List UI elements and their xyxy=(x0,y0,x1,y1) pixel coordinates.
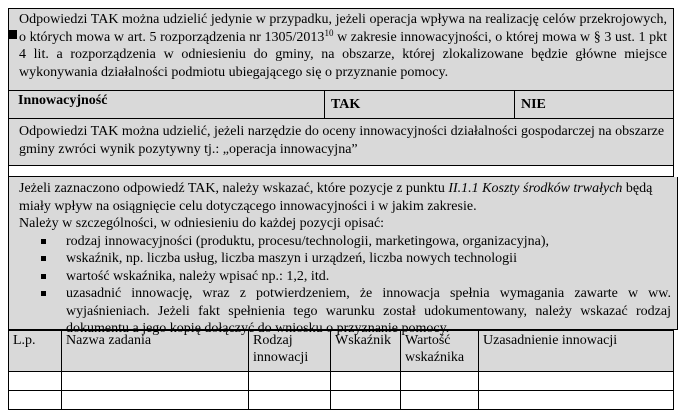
table-cell[interactable] xyxy=(9,372,62,391)
instructions-list xyxy=(19,233,673,338)
list-item xyxy=(19,233,673,251)
table-cell[interactable] xyxy=(401,372,479,391)
innovation-table xyxy=(8,330,674,410)
bullet-icon xyxy=(41,291,46,296)
col-indicator-value-header: Wartość wskaźnika xyxy=(401,331,479,372)
col-indicator-header: Wskaźnik xyxy=(331,331,401,372)
instructions-paragraph-2: Należy w szczególności, w odniesieniu do każdej pozycji opisać: xyxy=(19,216,385,231)
table-row xyxy=(9,372,674,391)
list-item-text: uzasadnić innowację, wraz z potwierdzeniem, że innowacja spełnia wymagania zawarte w ww. wyjaśnieniach. Jeżeli fakt spełnienia tego warunku został udokumentowany, należy wskazać rodzaj dokumentu a jego kopię dołączyć do wniosku o przyznanie pomocy. xyxy=(66,286,671,336)
table-cell[interactable] xyxy=(249,391,331,410)
table-cell[interactable] xyxy=(9,391,62,410)
no-option[interactable]: NIE xyxy=(521,97,546,112)
intro-text-part2: w zakresie innowacyjności, o której mowa w § 3 ust. 1 pkt 4 lit. a rozporządzenia w odniesieniu do gminy, na obszarze, której zlokalizowane będzie główne miejsce wykonywania działalności podmiotu ubiegającego się o przyznanie pomocy. xyxy=(19,29,668,80)
instructions-section-ref: II.1.1 Koszty środków trwałych xyxy=(448,181,623,196)
list-item xyxy=(19,285,673,338)
bullet-icon xyxy=(41,256,46,261)
yes-option[interactable]: TAK xyxy=(325,91,515,118)
col-innovation-type-header: Rodzaj innowacji xyxy=(249,331,331,372)
table-cell[interactable] xyxy=(479,391,674,410)
innovation-form xyxy=(8,8,674,410)
spacer-row xyxy=(8,166,674,177)
innovation-header-row xyxy=(8,91,674,119)
table-cell[interactable] xyxy=(62,372,249,391)
list-item-text: wskaźnik, np. liczba usług, liczba maszyn i urządzeń, liczba nowych technologii xyxy=(66,251,517,266)
intro-text-part1: Odpowiedzi TAK można udzielić jedynie w przypadku, jeżeli operacja wpływa na realizację celów przekrojowych, o których mowa w art. 5 rozporządzenia nr 1305/2013 xyxy=(19,12,667,45)
row-marker-icon xyxy=(9,30,17,39)
instructions-paragraph-1 xyxy=(19,180,673,215)
table-cell[interactable] xyxy=(331,372,401,391)
footnote-ref: 10 xyxy=(324,27,334,38)
table-cell[interactable] xyxy=(479,372,674,391)
list-item xyxy=(19,268,673,286)
col-justification-header: Uzasadnienie innowacji xyxy=(479,331,674,372)
bullet-icon xyxy=(41,239,46,244)
table-row xyxy=(9,391,674,410)
table-cell[interactable] xyxy=(249,372,331,391)
innovation-label: Innowacyjność xyxy=(9,91,325,118)
table-cell[interactable] xyxy=(331,391,401,410)
intro-paragraph xyxy=(8,8,674,91)
col-task-name-header: Nazwa zadania xyxy=(62,331,249,372)
bullet-icon xyxy=(41,274,46,279)
instructions-text-b: będą miały wpływ na osiągnięcie celu dotyczącego innowacyjności i w jakim zakresie. xyxy=(19,181,653,214)
instructions-block xyxy=(8,177,678,336)
table-cell[interactable] xyxy=(401,391,479,410)
list-item-text: wartość wskaźnika, należy wpisać np.: 1,2, itd. xyxy=(66,268,330,284)
list-item-text: rodzaj innowacyjności (produktu, procesu/technologii, marketingowa, organizacyjna), xyxy=(66,233,549,249)
instructions-text-a: Jeżeli zaznaczono odpowiedź TAK, należy wskazać, które pozycje z punktu xyxy=(19,181,449,196)
list-item xyxy=(19,250,673,268)
table-cell[interactable] xyxy=(62,391,249,410)
condition-paragraph: Odpowiedzi TAK można udzielić, jeżeli narzędzie do oceny innowacyjności działalności gospodarczej na obszarze gminy zwróci wynik pozytywny tj.: „operacja innowacyjna” xyxy=(8,119,674,166)
col-lp-header: L.p. xyxy=(9,331,62,372)
